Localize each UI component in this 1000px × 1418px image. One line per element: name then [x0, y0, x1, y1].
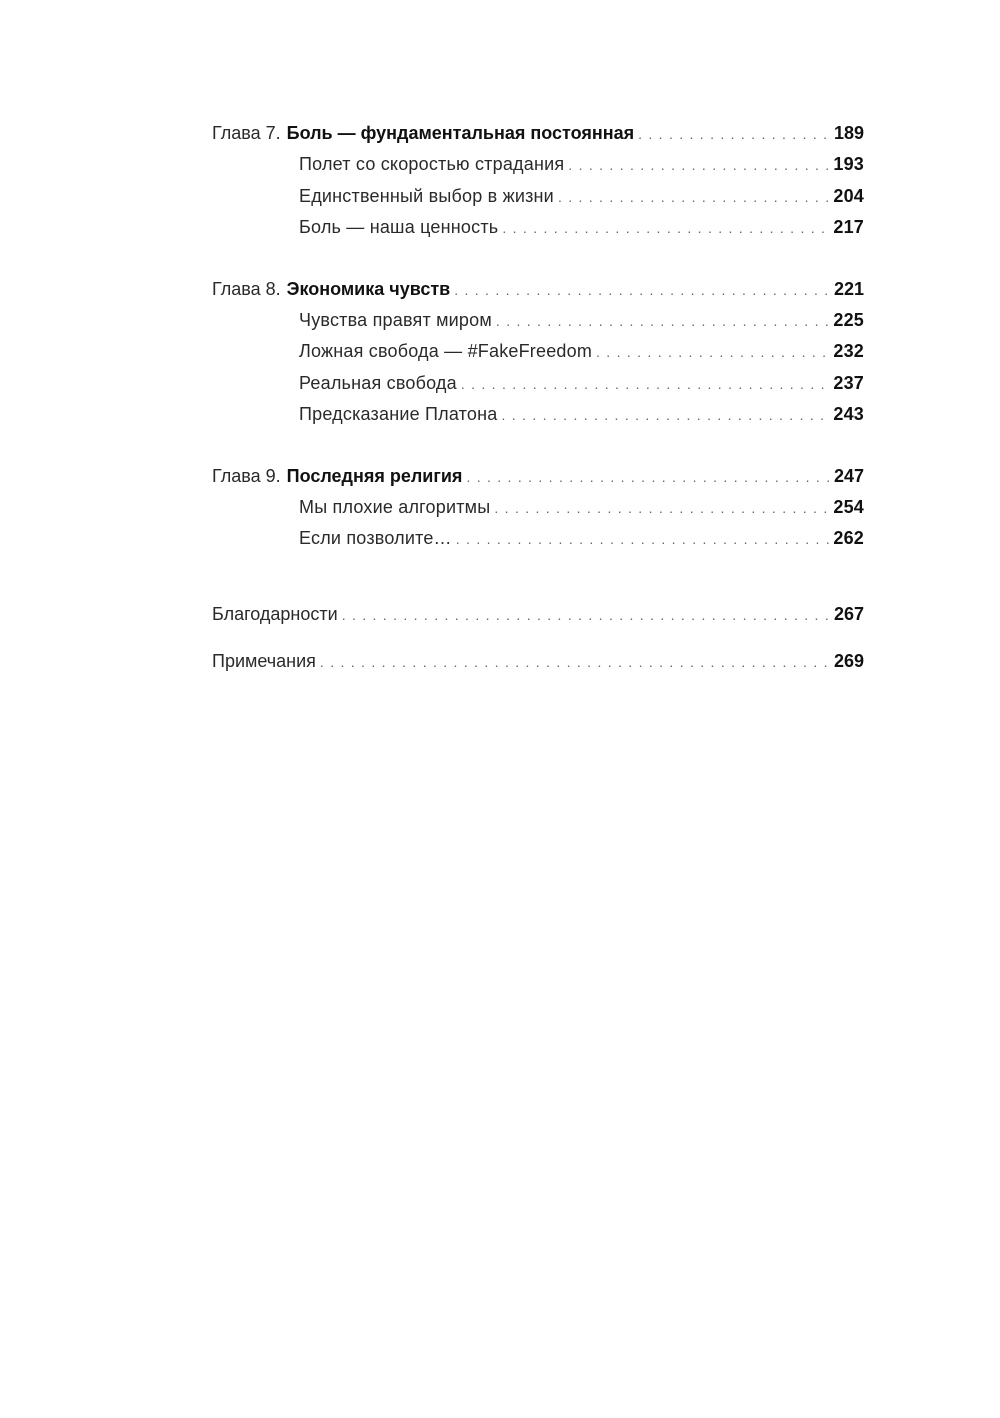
extra-title: Благодарности	[212, 603, 338, 624]
dot-leader	[342, 600, 832, 631]
chapter-number: Глава 8.	[212, 278, 281, 299]
dot-leader	[494, 493, 831, 524]
page-number: 247	[833, 465, 864, 486]
page-number: 193	[833, 154, 864, 175]
page-number: 221	[833, 278, 864, 299]
extra-title: Примечания	[212, 651, 316, 672]
section-spacer	[212, 630, 864, 646]
section-title: Реальная свобода	[299, 372, 457, 393]
dot-leader	[454, 275, 832, 306]
toc-section[interactable]	[212, 305, 864, 336]
chapter-title: Последняя религия	[286, 465, 463, 486]
page-number: 217	[833, 217, 864, 238]
toc-section[interactable]	[212, 149, 864, 180]
page-number: 204	[833, 185, 864, 206]
toc-notes[interactable]	[212, 646, 864, 677]
page-number: 243	[833, 404, 864, 425]
toc-chapter-9[interactable]	[212, 461, 864, 492]
section-title: Боль — наша ценность	[299, 217, 499, 238]
section-title: Мы плохие алгоритмы	[299, 496, 491, 517]
section-title: Если позволите…	[299, 528, 452, 549]
dot-leader	[502, 213, 831, 244]
toc-section[interactable]	[212, 336, 864, 367]
dot-leader	[501, 400, 831, 431]
dot-leader	[466, 462, 832, 493]
section-title: Полет со скоростью страдания	[299, 154, 565, 175]
table-of-contents	[212, 118, 864, 677]
page-number: 225	[833, 309, 864, 330]
section-spacer	[212, 244, 864, 274]
toc-chapter-7[interactable]	[212, 118, 864, 149]
toc-section[interactable]	[212, 399, 864, 430]
section-title: Чувства правят миром	[299, 309, 492, 330]
page-number: 232	[833, 341, 864, 362]
page-number: 269	[833, 651, 864, 672]
chapter-title: Экономика чувств	[286, 278, 451, 299]
toc-chapter-8[interactable]	[212, 274, 864, 305]
page-number: 262	[833, 528, 864, 549]
chapter-number: Глава 9.	[212, 465, 281, 486]
toc-section[interactable]	[212, 523, 864, 554]
section-spacer	[212, 431, 864, 461]
page-number: 189	[833, 123, 864, 143]
page-number: 254	[833, 496, 864, 517]
dot-leader	[568, 150, 831, 181]
section-title: Единственный выбор в жизни	[299, 185, 554, 206]
toc-section[interactable]	[212, 212, 864, 243]
chapter-number: Глава 7.	[212, 123, 281, 143]
page-number: 267	[833, 603, 864, 624]
toc-section[interactable]	[212, 492, 864, 523]
dot-leader	[456, 524, 832, 555]
page-number: 237	[833, 372, 864, 393]
dot-leader	[496, 306, 831, 337]
dot-leader	[638, 119, 832, 150]
section-title: Предсказание Платона	[299, 404, 498, 425]
toc-section[interactable]	[212, 181, 864, 212]
chapter-title: Боль — фундаментальная постоянная	[286, 123, 635, 143]
section-spacer	[212, 555, 864, 599]
toc-section[interactable]	[212, 368, 864, 399]
dot-leader	[461, 369, 832, 400]
dot-leader	[596, 337, 831, 368]
dot-leader	[558, 182, 831, 213]
toc-acknowledgements[interactable]	[212, 599, 864, 630]
section-title: Ложная свобода — #FakeFreedom	[299, 341, 593, 362]
dot-leader	[320, 647, 832, 678]
